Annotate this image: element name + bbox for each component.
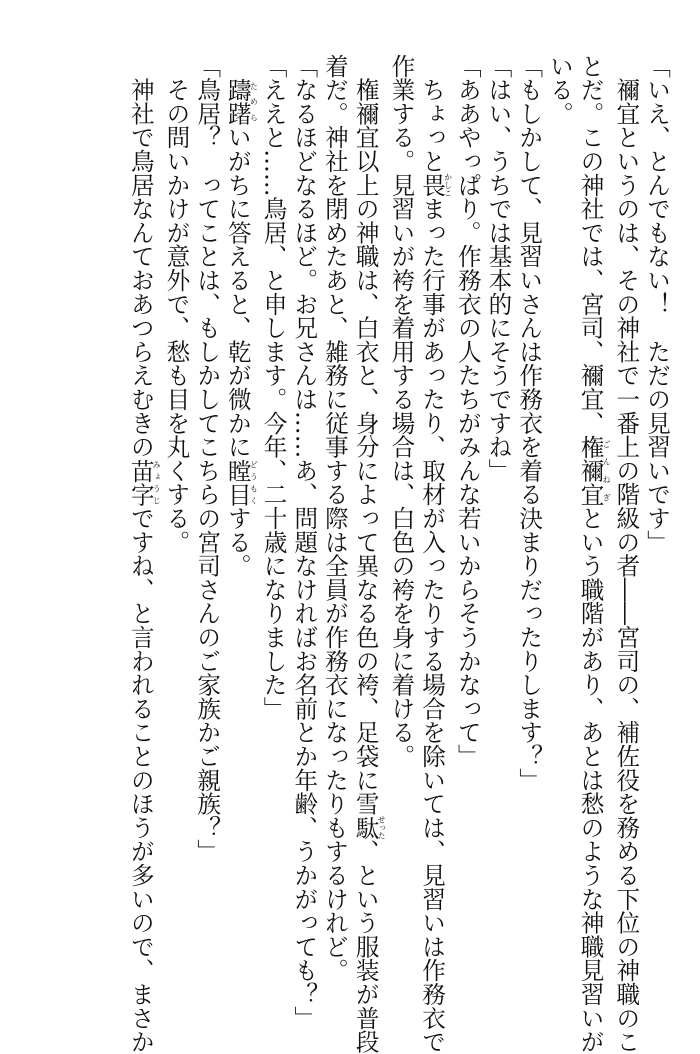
text-line: その問いかけが意外で、愁も目を丸くする。 [162,54,191,554]
text-line: いる。 [545,54,574,126]
text-line: 「ええと……鳥居、と申します。今年、二十歳になりました」 [259,54,288,721]
text-line: 「はい、うちでは基本的にそうですね」 [484,54,513,483]
text-line: 「いえ、とんでもない！ ただの見習いです」 [643,54,671,554]
furigana-kashiko: 畏かしこ [418,172,453,197]
furigana-setta: 駄せった [351,815,387,840]
text-line: 「なるほどなるほど。お兄さんは……あ、問題なければお名前とか年齢、うかがっても？」 [290,54,319,1030]
text-line: 権禰宜以上の神職は、白衣と、身分によって異なる色の袴、足袋に雪駄せった、という服装が普段 [351,54,387,1054]
text-line: 着だ。神社を閉めたあと、雑務に従事する際は全員が作務衣になったりもするけれど。 [320,54,349,983]
text-line: 「鳥居？ ってことは、もしかしてこちらの宮司さんのご家族かご親族？」 [193,54,222,864]
furigana-myouji: 苗字みょうじ [126,458,162,507]
vertical-text-block [22,54,672,1054]
furigana-tamera: 躊躇ためら [223,77,259,126]
text-line: 「ああやっぱり。作務衣の人たちがみんな若いからそうかなって」 [453,54,482,768]
text-line: 神社で鳥居なんておあつらえむきの苗字みょうじですね、と言われることのほうが多いので、まさか [126,54,162,1054]
text-line: 「もしかして、見習いさんは作務衣を着る決まりだったりします？」 [515,54,544,792]
furigana-gonnegi: 権禰宜ごんねぎ [576,434,612,507]
furigana-doumoku: 瞠目どうもく [223,458,259,507]
text-line: ちょっと畏かしこまった行事があったり、取材が入ったりする場合を除いては、見習いは作務衣で [418,54,453,1054]
text-line: 躊躇ためらいがちに答えると、乾が微かに瞠目どうもくする。 [223,77,259,578]
text-line: とだ。この神社では、宮司、禰宜、権禰宜ごんねぎという職階があり、あとは愁のような神職見習いが [576,54,612,1054]
text-line: 禰宜というのは、その神社で一番上の階級の者――宮司の、補佐役を務める下位の神職のこ [612,54,641,1054]
text-line: 作業する。見習いが袴を着用する場合は、白色の袴を身に着ける。 [387,54,416,768]
